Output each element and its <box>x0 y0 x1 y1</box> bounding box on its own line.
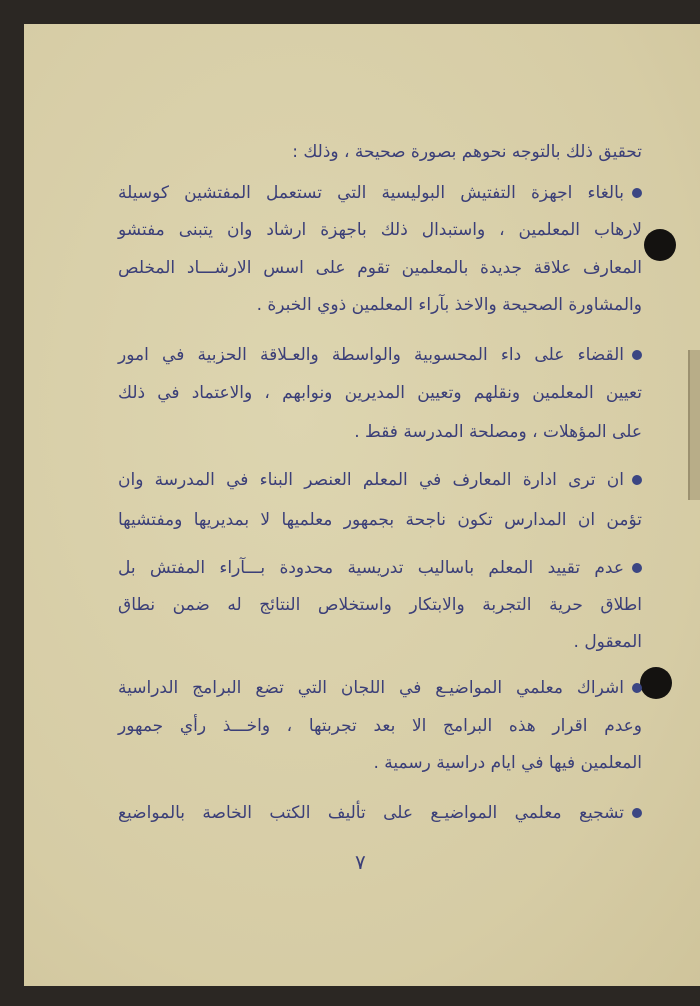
document-page <box>24 24 700 986</box>
item-4-line-3: المعقول . <box>573 632 642 652</box>
item-3-line-1: ان ترى ادارة المعارف في المعلم العنصر البناء في المدرسة وان <box>118 468 642 492</box>
page-edge-tab <box>688 350 700 500</box>
item-4-line-1: عدم تقييد المعلم باساليب تدريسية محدودة بـــآراء المفتش بل <box>118 556 642 580</box>
item-2-line-1: القضاء على داء المحسوبية والواسطة والعـلاقة الحزبية في امور <box>118 343 642 367</box>
bullet-icon <box>632 475 642 485</box>
intro-line: تحقيق ذلك بالتوجه نحوهم بصورة صحيحة ، وذلك : <box>292 142 642 162</box>
item-1-line-3: المعارف علاقة جديدة بالمعلمين تقوم على اسس الارشـــاد المخلص <box>118 258 642 278</box>
item-1-line-4: والمشاورة الصحيحة والاخذ بآراء المعلمين ذوي الخبرة . <box>256 295 642 315</box>
page-number: ٧ <box>355 850 366 874</box>
bullet-icon <box>632 683 642 693</box>
item-1-line-2: لارهاب المعلمين ، واستبدال ذلك باجهزة ارشاد وان يتبنى مفتشو <box>118 220 642 240</box>
item-6-line-1: تشجيع معلمي المواضيـع على تأليف الكتب الخاصة بالمواضيع <box>118 801 642 825</box>
item-5-line-2: وعدم اقرار هذه البرامج الا بعد تجربتها ، واخـــذ رأي جمهور <box>118 716 642 736</box>
bullet-icon <box>632 808 642 818</box>
bullet-icon <box>632 563 642 573</box>
punch-hole <box>640 667 672 699</box>
item-1-line-1: بالغاء اجهزة التفتيش البوليسية التي تستعمل المفتشين كوسيلة <box>118 181 642 205</box>
item-5-line-3: المعلمين فيها في ايام دراسية رسمية . <box>373 753 642 773</box>
item-2-line-3: على المؤهلات ، ومصلحة المدرسة فقط . <box>354 422 642 442</box>
item-3-line-2: تؤمن ان المدارس تكون ناجحة بجمهور معلميها لا بمديريها ومفتشيها <box>118 510 642 530</box>
bullet-icon <box>632 350 642 360</box>
item-2-line-2: تعيين المعلمين ونقلهم وتعيين المديرين ونوابهم ، والاعتماد في ذلك <box>118 383 642 403</box>
item-5-line-1: اشراك معلمي المواضيـع في اللجان التي تضع البرامج الدراسية <box>118 676 642 700</box>
bullet-icon <box>632 188 642 198</box>
item-4-line-2: اطلاق حرية التجربة والابتكار واستخلاص النتائج له ضمن نطاق <box>118 595 642 615</box>
punch-hole <box>644 229 676 261</box>
